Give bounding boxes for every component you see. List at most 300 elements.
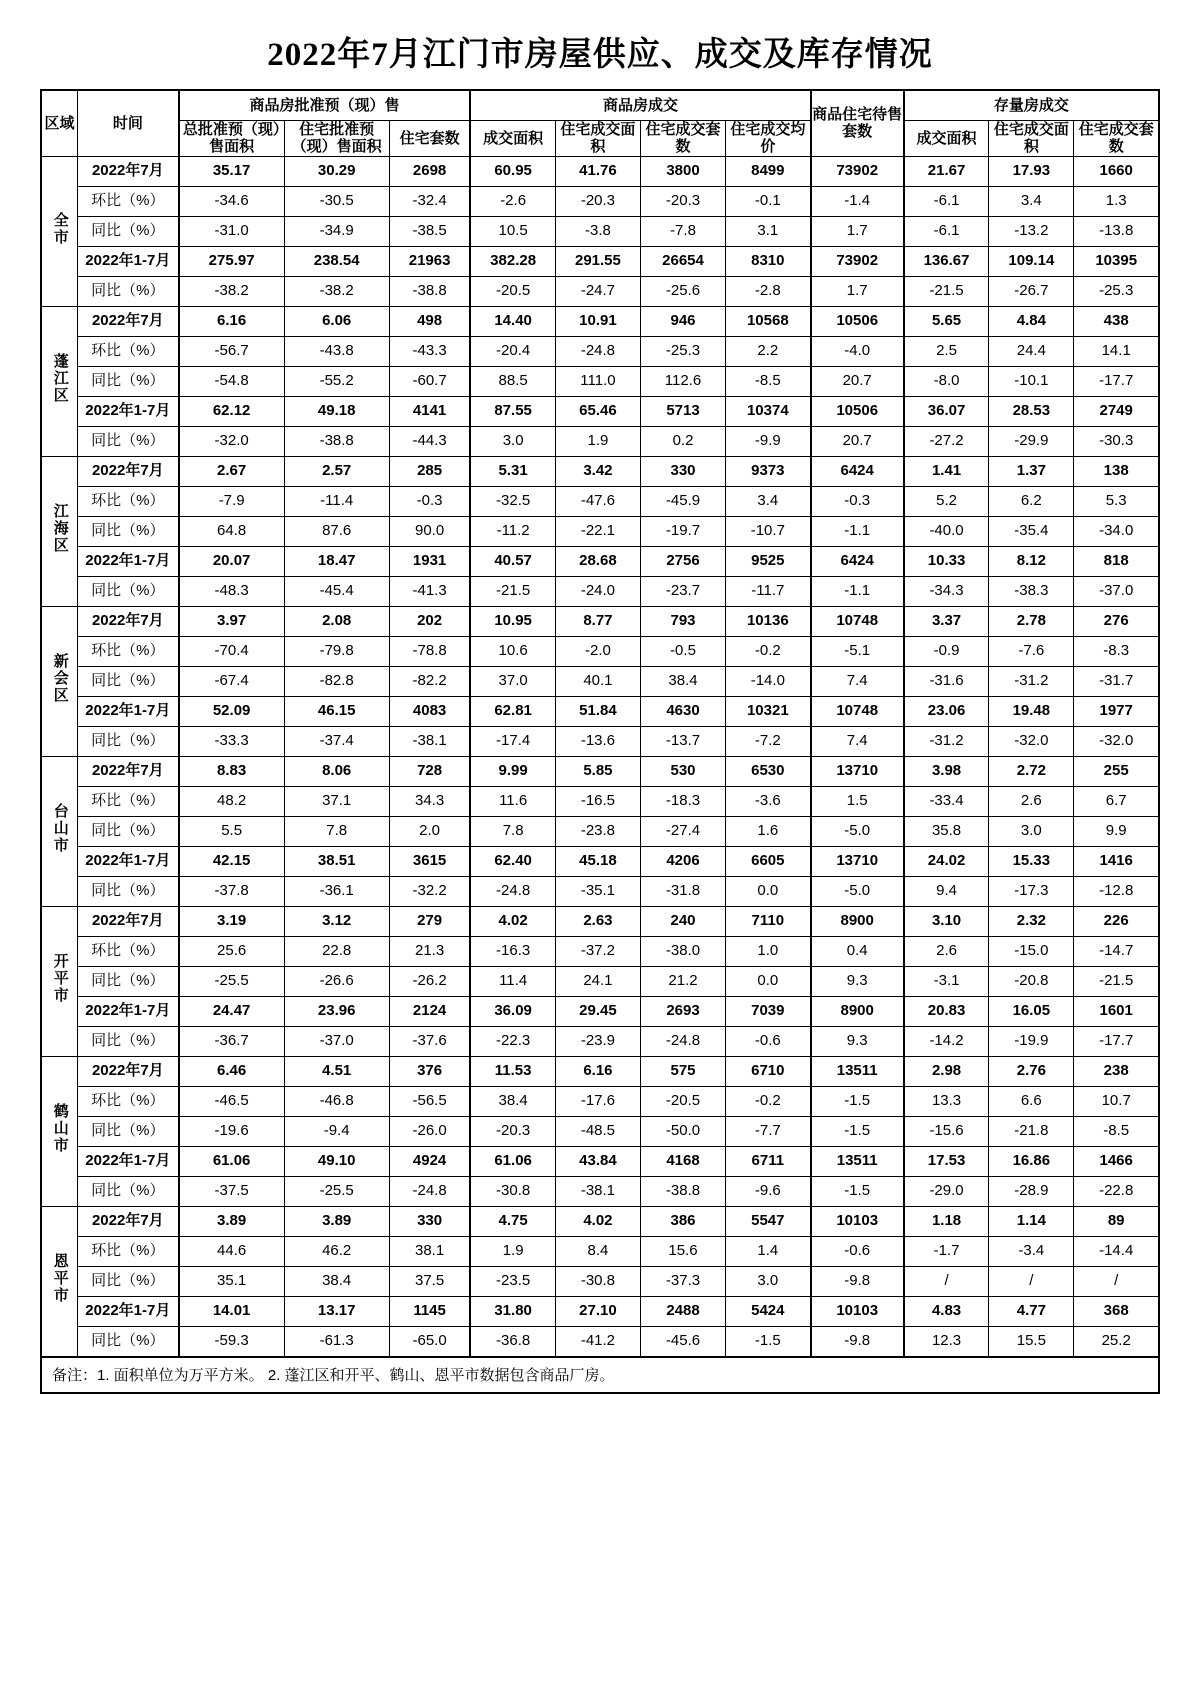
table-cell: -1.1 — [811, 576, 904, 606]
table-row — [41, 696, 1159, 726]
table-cell: -31.2 — [904, 726, 989, 756]
table-cell: 14.01 — [179, 1296, 284, 1326]
table-cell: 30.29 — [284, 156, 389, 186]
table-cell: 3.4 — [726, 486, 811, 516]
table-cell: -21.8 — [989, 1116, 1074, 1146]
table-cell: -24.8 — [555, 336, 640, 366]
table-cell: -1.4 — [811, 186, 904, 216]
header-region: 区域 — [41, 90, 77, 156]
table-cell: -24.7 — [555, 276, 640, 306]
table-cell: -32.0 — [989, 726, 1074, 756]
table-cell: -17.3 — [989, 876, 1074, 906]
table-cell: 8.06 — [284, 756, 389, 786]
table-cell: -21.5 — [904, 276, 989, 306]
table-cell: -38.8 — [284, 426, 389, 456]
table-cell: -13.2 — [989, 216, 1074, 246]
table-cell: 19.48 — [989, 696, 1074, 726]
table-cell: 49.18 — [284, 396, 389, 426]
table-row — [41, 1296, 1159, 1326]
table-cell: -46.8 — [284, 1086, 389, 1116]
row-label: 2022年1-7月 — [77, 546, 178, 576]
table-cell: -38.8 — [640, 1176, 725, 1206]
table-row — [41, 846, 1159, 876]
table-cell: 10.91 — [555, 306, 640, 336]
table-cell: 9373 — [726, 456, 811, 486]
header-col-residential-average-price: 住宅成交均价 — [726, 121, 811, 157]
table-cell: -65.0 — [389, 1326, 470, 1357]
table-cell: -0.2 — [726, 636, 811, 666]
table-cell: 5.5 — [179, 816, 284, 846]
table-cell: / — [904, 1266, 989, 1296]
table-cell: 6605 — [726, 846, 811, 876]
table-cell: -26.6 — [284, 966, 389, 996]
table-cell: -7.2 — [726, 726, 811, 756]
table-cell: 73902 — [811, 246, 904, 276]
table-cell: 5424 — [726, 1296, 811, 1326]
table-cell: -56.5 — [389, 1086, 470, 1116]
table-cell: 41.76 — [555, 156, 640, 186]
table-cell: 6.16 — [179, 306, 284, 336]
table-cell: 1977 — [1074, 696, 1159, 726]
table-cell: 21.2 — [640, 966, 725, 996]
table-cell: 37.5 — [389, 1266, 470, 1296]
table-cell: 4.84 — [989, 306, 1074, 336]
table-note: 备注：1. 面积单位为万平方米。 2. 蓬江区和开平、鹤山、恩平市数据包含商品厂房。 — [40, 1358, 1160, 1394]
table-cell: 1.14 — [989, 1206, 1074, 1236]
table-cell: 51.84 — [555, 696, 640, 726]
header-col-stock-transaction-area: 成交面积 — [904, 121, 989, 157]
table-cell: 35.1 — [179, 1266, 284, 1296]
table-cell: 4206 — [640, 846, 725, 876]
table-cell: 6710 — [726, 1056, 811, 1086]
table-cell: 0.2 — [640, 426, 725, 456]
table-cell: -7.6 — [989, 636, 1074, 666]
table-cell: 52.09 — [179, 696, 284, 726]
table-cell: 226 — [1074, 906, 1159, 936]
table-cell: 1931 — [389, 546, 470, 576]
table-cell: -34.6 — [179, 186, 284, 216]
table-cell: 10.95 — [470, 606, 555, 636]
table-cell: -14.4 — [1074, 1236, 1159, 1266]
table-cell: 88.5 — [470, 366, 555, 396]
table-cell: -47.6 — [555, 486, 640, 516]
row-label: 2022年7月 — [77, 606, 178, 636]
table-cell: 3.98 — [904, 756, 989, 786]
header-time: 时间 — [77, 90, 178, 156]
table-cell: 62.81 — [470, 696, 555, 726]
table-cell: -37.3 — [640, 1266, 725, 1296]
table-cell: -9.9 — [726, 426, 811, 456]
table-cell: 17.93 — [989, 156, 1074, 186]
table-cell: -37.8 — [179, 876, 284, 906]
table-cell: 109.14 — [989, 246, 1074, 276]
row-label: 同比（%） — [77, 1026, 178, 1056]
table-row — [41, 276, 1159, 306]
table-cell: 7.4 — [811, 666, 904, 696]
region-label — [41, 756, 77, 906]
table-cell: -45.6 — [640, 1326, 725, 1357]
table-cell: 1.0 — [726, 936, 811, 966]
table-cell: 0.0 — [726, 966, 811, 996]
table-cell: 330 — [389, 1206, 470, 1236]
region-label-text: 蓬江区 — [51, 353, 69, 405]
table-cell: 12.3 — [904, 1326, 989, 1357]
table-cell: 11.6 — [470, 786, 555, 816]
table-cell: -26.2 — [389, 966, 470, 996]
row-label: 环比（%） — [77, 336, 178, 366]
table-cell: 62.12 — [179, 396, 284, 426]
table-cell: 25.6 — [179, 936, 284, 966]
table-cell: 3.10 — [904, 906, 989, 936]
row-label: 环比（%） — [77, 936, 178, 966]
table-cell: 1.9 — [555, 426, 640, 456]
region-label — [41, 306, 77, 456]
table-cell: 4.75 — [470, 1206, 555, 1236]
table-cell: 65.46 — [555, 396, 640, 426]
row-label: 同比（%） — [77, 726, 178, 756]
table-cell: 5.85 — [555, 756, 640, 786]
table-cell: 4.77 — [989, 1296, 1074, 1326]
table-cell: -36.1 — [284, 876, 389, 906]
table-cell: 40.57 — [470, 546, 555, 576]
table-cell: -5.0 — [811, 876, 904, 906]
table-cell: -38.2 — [179, 276, 284, 306]
table-cell: 4083 — [389, 696, 470, 726]
table-cell: 28.53 — [989, 396, 1074, 426]
table-cell: -13.7 — [640, 726, 725, 756]
table-cell: 40.1 — [555, 666, 640, 696]
table-cell: 2488 — [640, 1296, 725, 1326]
table-cell: 1.7 — [811, 216, 904, 246]
table-cell: 1416 — [1074, 846, 1159, 876]
table-cell: 8499 — [726, 156, 811, 186]
row-label: 同比（%） — [77, 576, 178, 606]
row-label: 2022年1-7月 — [77, 1296, 178, 1326]
table-cell: 728 — [389, 756, 470, 786]
table-cell: 38.1 — [389, 1236, 470, 1266]
row-label: 2022年1-7月 — [77, 846, 178, 876]
table-cell: -30.3 — [1074, 426, 1159, 456]
table-cell: 2.98 — [904, 1056, 989, 1086]
table-row — [41, 546, 1159, 576]
table-row — [41, 966, 1159, 996]
table-cell: 61.06 — [179, 1146, 284, 1176]
table-cell: -0.3 — [811, 486, 904, 516]
table-cell: -2.0 — [555, 636, 640, 666]
table-cell: -38.8 — [389, 276, 470, 306]
table-cell: -1.5 — [811, 1116, 904, 1146]
table-cell: -24.0 — [555, 576, 640, 606]
table-cell: 23.06 — [904, 696, 989, 726]
page-title: 2022年7月江门市房屋供应、成交及库存情况 — [267, 37, 933, 73]
table-cell: -24.8 — [389, 1176, 470, 1206]
table-cell: -6.1 — [904, 216, 989, 246]
row-label: 同比（%） — [77, 216, 178, 246]
table-cell: 386 — [640, 1206, 725, 1236]
row-label: 同比（%） — [77, 366, 178, 396]
table-cell: 240 — [640, 906, 725, 936]
table-row — [41, 186, 1159, 216]
table-cell: 5.2 — [904, 486, 989, 516]
table-cell: -22.3 — [470, 1026, 555, 1056]
table-cell: 10321 — [726, 696, 811, 726]
table-cell: 35.17 — [179, 156, 284, 186]
table-row — [41, 1176, 1159, 1206]
table-cell: -4.0 — [811, 336, 904, 366]
table-cell: 20.07 — [179, 546, 284, 576]
table-cell: -17.7 — [1074, 1026, 1159, 1056]
table-cell: -20.3 — [470, 1116, 555, 1146]
table-cell: -22.8 — [1074, 1176, 1159, 1206]
table-cell: -46.5 — [179, 1086, 284, 1116]
table-row — [41, 1236, 1159, 1266]
table-cell: -35.1 — [555, 876, 640, 906]
table-cell: -20.4 — [470, 336, 555, 366]
row-label: 2022年1-7月 — [77, 396, 178, 426]
row-label: 2022年1-7月 — [77, 996, 178, 1026]
table-cell: 49.10 — [284, 1146, 389, 1176]
table-cell: -79.8 — [284, 636, 389, 666]
table-cell: 87.55 — [470, 396, 555, 426]
table-cell: -2.6 — [470, 186, 555, 216]
header-unsold-units-label: 商品住宅待售套数 — [812, 105, 903, 141]
table-row — [41, 666, 1159, 696]
table-cell: -20.3 — [555, 186, 640, 216]
table-cell: 28.68 — [555, 546, 640, 576]
table-cell: 276 — [1074, 606, 1159, 636]
table-cell: -32.0 — [1074, 726, 1159, 756]
table-cell: -20.8 — [989, 966, 1074, 996]
table-cell: 13.3 — [904, 1086, 989, 1116]
header-col-total-approved-area: 总批准预（现）售面积 — [179, 121, 284, 157]
row-label: 2022年7月 — [77, 156, 178, 186]
row-label: 环比（%） — [77, 1086, 178, 1116]
table-cell: 37.1 — [284, 786, 389, 816]
table-row — [41, 486, 1159, 516]
table-cell: 7.8 — [284, 816, 389, 846]
region-label — [41, 906, 77, 1056]
table-cell: 20.83 — [904, 996, 989, 1026]
table-cell: 4168 — [640, 1146, 725, 1176]
table-cell: -37.4 — [284, 726, 389, 756]
row-label: 环比（%） — [77, 486, 178, 516]
row-label: 同比（%） — [77, 966, 178, 996]
row-label: 同比（%） — [77, 1116, 178, 1146]
row-label: 同比（%） — [77, 1266, 178, 1296]
row-label: 同比（%） — [77, 1176, 178, 1206]
table-cell: -0.3 — [389, 486, 470, 516]
table-cell: -37.6 — [389, 1026, 470, 1056]
table-cell: 38.4 — [470, 1086, 555, 1116]
table-cell: 10136 — [726, 606, 811, 636]
table-cell: 2124 — [389, 996, 470, 1026]
table-cell: -30.8 — [470, 1176, 555, 1206]
table-cell: -19.9 — [989, 1026, 1074, 1056]
table-cell: 13511 — [811, 1056, 904, 1086]
table-cell: -54.8 — [179, 366, 284, 396]
table-cell: 3.0 — [989, 816, 1074, 846]
table-cell: -0.6 — [811, 1236, 904, 1266]
table-cell: -13.8 — [1074, 216, 1159, 246]
region-label-text: 江海区 — [51, 503, 69, 555]
table-cell: -23.5 — [470, 1266, 555, 1296]
table-cell: -38.5 — [389, 216, 470, 246]
table-cell: -22.1 — [555, 516, 640, 546]
table-row — [41, 336, 1159, 366]
table-row — [41, 726, 1159, 756]
table-row — [41, 1116, 1159, 1146]
table-cell: 4.02 — [555, 1206, 640, 1236]
header-group-unsold-residential-units — [811, 90, 904, 156]
table-cell: 6424 — [811, 456, 904, 486]
table-row — [41, 426, 1159, 456]
row-label: 同比（%） — [77, 876, 178, 906]
table-cell: 285 — [389, 456, 470, 486]
table-cell: -67.4 — [179, 666, 284, 696]
table-cell: 7.8 — [470, 816, 555, 846]
table-cell: -23.9 — [555, 1026, 640, 1056]
table-cell: 36.09 — [470, 996, 555, 1026]
table-cell: 90.0 — [389, 516, 470, 546]
table-cell: -32.4 — [389, 186, 470, 216]
table-cell: 1.4 — [726, 1236, 811, 1266]
table-cell: 2.0 — [389, 816, 470, 846]
table-cell: -29.9 — [989, 426, 1074, 456]
table-cell: -25.5 — [179, 966, 284, 996]
table-cell: -31.2 — [989, 666, 1074, 696]
table-cell: 8900 — [811, 906, 904, 936]
table-cell: 1.9 — [470, 1236, 555, 1266]
table-cell: 291.55 — [555, 246, 640, 276]
table-cell: 21.3 — [389, 936, 470, 966]
table-cell: -0.2 — [726, 1086, 811, 1116]
table-cell: 2.32 — [989, 906, 1074, 936]
table-cell: -34.9 — [284, 216, 389, 246]
table-cell: 2.6 — [904, 936, 989, 966]
table-cell: 1.41 — [904, 456, 989, 486]
table-cell: 138 — [1074, 456, 1159, 486]
table-cell: -48.3 — [179, 576, 284, 606]
table-cell: -3.1 — [904, 966, 989, 996]
table-cell: 3.89 — [284, 1206, 389, 1236]
table-cell: 5.65 — [904, 306, 989, 336]
table-cell: -10.7 — [726, 516, 811, 546]
table-cell: 24.4 — [989, 336, 1074, 366]
table-cell: 10103 — [811, 1206, 904, 1236]
table-cell: 14.1 — [1074, 336, 1159, 366]
row-label: 同比（%） — [77, 1326, 178, 1357]
table-cell: -3.4 — [989, 1236, 1074, 1266]
table-cell: 62.40 — [470, 846, 555, 876]
table-cell: -16.3 — [470, 936, 555, 966]
table-cell: 4.51 — [284, 1056, 389, 1086]
table-cell: 7.4 — [811, 726, 904, 756]
table-cell: 6711 — [726, 1146, 811, 1176]
table-cell: -50.0 — [640, 1116, 725, 1146]
table-cell: 8900 — [811, 996, 904, 1026]
region-label-text: 台山市 — [51, 803, 69, 855]
table-cell: 9525 — [726, 546, 811, 576]
table-cell: -48.5 — [555, 1116, 640, 1146]
table-cell: -21.5 — [1074, 966, 1159, 996]
table-cell: 89 — [1074, 1206, 1159, 1236]
table-cell: -37.2 — [555, 936, 640, 966]
header-group-stock-transaction: 存量房成交 — [904, 90, 1159, 121]
table-cell: 2.6 — [989, 786, 1074, 816]
table-cell: -41.2 — [555, 1326, 640, 1357]
table-cell: 8310 — [726, 246, 811, 276]
table-cell: -18.3 — [640, 786, 725, 816]
table-cell: -11.2 — [470, 516, 555, 546]
table-cell: 3800 — [640, 156, 725, 186]
table-cell: 2698 — [389, 156, 470, 186]
table-cell: 38.4 — [640, 666, 725, 696]
table-cell: 3.0 — [726, 1266, 811, 1296]
table-cell: -44.3 — [389, 426, 470, 456]
row-label: 同比（%） — [77, 276, 178, 306]
table-cell: 2.2 — [726, 336, 811, 366]
table-cell: 3.1 — [726, 216, 811, 246]
table-cell: 946 — [640, 306, 725, 336]
region-label-text: 新会区 — [51, 653, 69, 705]
table-body — [41, 156, 1159, 1357]
row-label: 同比（%） — [77, 666, 178, 696]
table-cell: 10.5 — [470, 216, 555, 246]
table-cell: 37.0 — [470, 666, 555, 696]
table-row — [41, 246, 1159, 276]
region-label — [41, 1056, 77, 1206]
table-cell: 2.78 — [989, 606, 1074, 636]
table-cell: 3.0 — [470, 426, 555, 456]
table-cell: -2.8 — [726, 276, 811, 306]
table-cell: 34.3 — [389, 786, 470, 816]
table-cell: -20.5 — [640, 1086, 725, 1116]
table-row — [41, 786, 1159, 816]
table-cell: 31.80 — [470, 1296, 555, 1326]
table-cell: 9.3 — [811, 966, 904, 996]
table-cell: -11.4 — [284, 486, 389, 516]
table-cell: -8.5 — [726, 366, 811, 396]
row-label: 环比（%） — [77, 636, 178, 666]
table-cell: -8.5 — [1074, 1116, 1159, 1146]
table-cell: -0.6 — [726, 1026, 811, 1056]
table-cell: 3.89 — [179, 1206, 284, 1236]
table-cell: -40.0 — [904, 516, 989, 546]
table-cell: -10.1 — [989, 366, 1074, 396]
table-cell: -14.2 — [904, 1026, 989, 1056]
table-cell: -9.8 — [811, 1326, 904, 1357]
table-cell: -36.7 — [179, 1026, 284, 1056]
table-cell: -1.5 — [726, 1326, 811, 1357]
table-cell: -26.0 — [389, 1116, 470, 1146]
table-cell: 1145 — [389, 1296, 470, 1326]
table-row — [41, 1146, 1159, 1176]
row-label: 2022年1-7月 — [77, 1146, 178, 1176]
table-cell: -43.3 — [389, 336, 470, 366]
table-row — [41, 1026, 1159, 1056]
table-cell: -82.2 — [389, 666, 470, 696]
table-cell: -45.4 — [284, 576, 389, 606]
region-label-text: 开平市 — [51, 953, 69, 1005]
table-cell: -26.7 — [989, 276, 1074, 306]
table-cell: -1.5 — [811, 1176, 904, 1206]
table-cell: 1.6 — [726, 816, 811, 846]
table-cell: 22.8 — [284, 936, 389, 966]
table-cell: 112.6 — [640, 366, 725, 396]
table-cell: 330 — [640, 456, 725, 486]
table-cell: 10506 — [811, 306, 904, 336]
table-cell: 10506 — [811, 396, 904, 426]
